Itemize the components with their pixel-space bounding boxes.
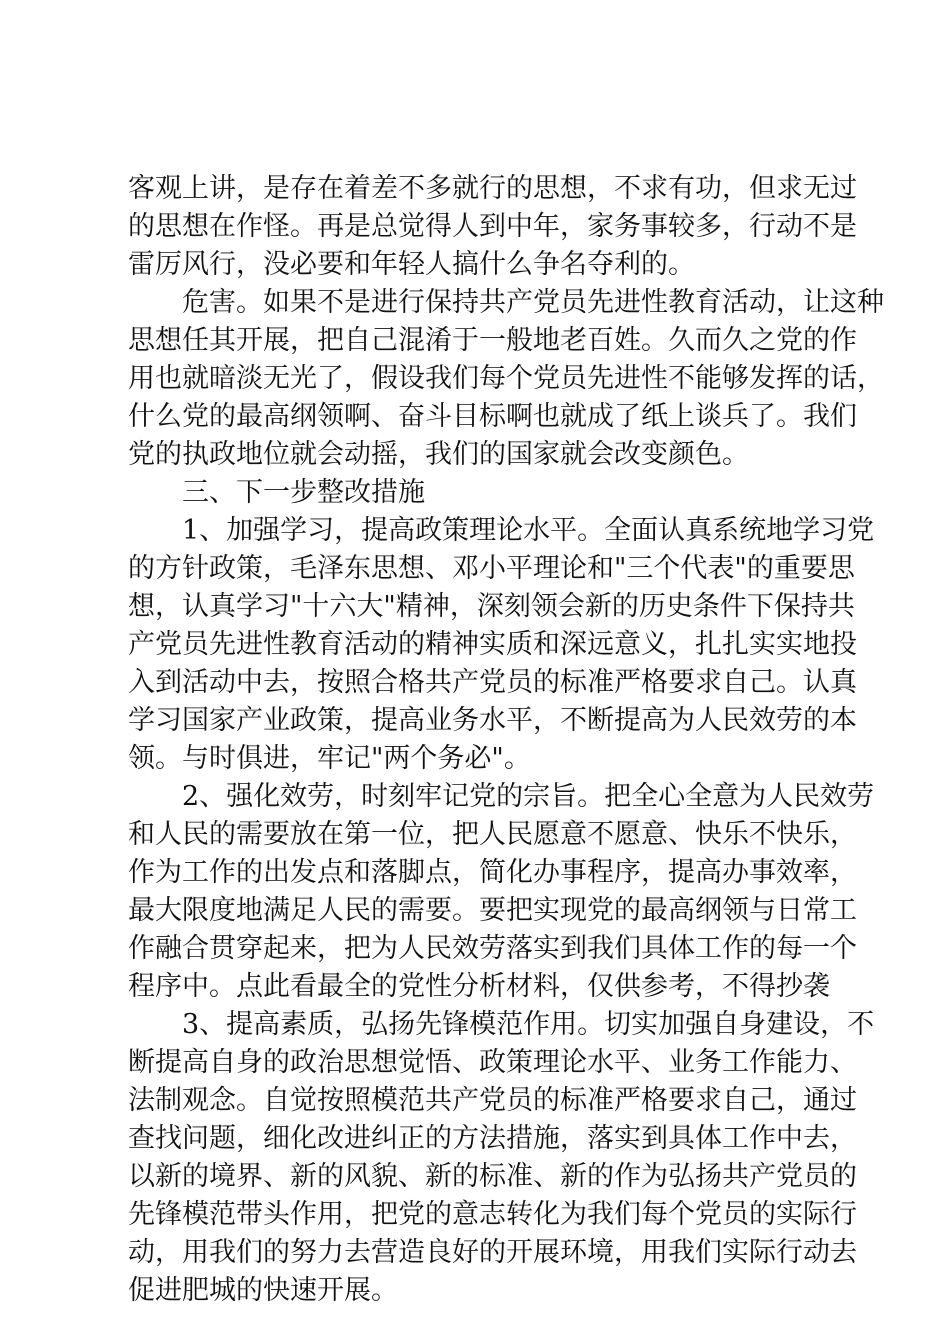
paragraph-start-line: 2、强化效劳，时刻牢记党的宗旨。把全心全意为人民效劳 (182, 781, 875, 812)
section-heading: 三、下一步整改措施 (182, 477, 425, 508)
text-line: 和人民的需要放在第一位，把人民愿意不愿意、快乐不快乐， (128, 819, 857, 850)
text-line: 以新的境界、新的风貌、新的标准、新的作为弘扬共产党员的 (128, 1161, 857, 1192)
text-line: 入到活动中去，按照合格共产党员的标准严格要求自己。认真 (128, 667, 857, 698)
text-line: 动，用我们的努力去营造良好的开展环境，用我们实际行动去 (128, 1237, 857, 1268)
text-line: 先锋模范带头作用，把党的意志转化为我们每个党员的实际行 (128, 1199, 857, 1230)
text-line: 断提高自身的政治思想觉悟、政策理论水平、业务工作能力、 (128, 1047, 857, 1078)
text-line: 查找问题，细化改进纠正的方法措施，落实到具体工作中去， (128, 1123, 857, 1154)
text-line: 的思想在作怪。再是总觉得人到中年，家务事较多，行动不是 (128, 211, 857, 242)
text-line: 用也就暗淡无光了，假设我们每个党员先进性不能够发挥的话， (128, 363, 884, 394)
text-line: 学习国家产业政策，提高业务水平，不断提高为人民效劳的本 (128, 705, 857, 736)
text-line: 领。与时俱进，牢记"两个务必"。 (128, 743, 531, 774)
paragraph-start-line: 3、提高素质，弘扬先锋模范作用。切实加强自身建设，不 (182, 1009, 875, 1040)
text-line: 产党员先进性教育活动的精神实质和深远意义，扎扎实实地投 (128, 629, 857, 660)
text-line: 的方针政策，毛泽东思想、邓小平理论和"三个代表"的重要思 (128, 553, 855, 584)
text-line: 党的执政地位就会动摇，我们的国家就会改变颜色。 (128, 439, 749, 470)
paragraph-start-line: 1、加强学习，提高政策理论水平。全面认真系统地学习党 (182, 515, 875, 546)
text-line: 什么党的最高纲领啊、奋斗目标啊也就成了纸上谈兵了。我们 (128, 401, 857, 432)
text-line: 客观上讲，是存在着差不多就行的思想，不求有功，但求无过 (128, 173, 857, 204)
text-line: 最大限度地满足人民的需要。要把实现党的最高纲领与日常工 (128, 895, 857, 926)
text-line: 作为工作的出发点和落脚点，简化办事程序，提高办事效率， (128, 857, 857, 888)
body-text (128, 170, 884, 1310)
text-line: 思想任其开展，把自己混淆于一般地老百姓。久而久之党的作 (128, 325, 857, 356)
paragraph-start-line: 危害。如果不是进行保持共产党员先进性教育活动，让这种 (182, 287, 884, 318)
text-line: 作融合贯穿起来，把为人民效劳落实到我们具体工作的每一个 (128, 933, 857, 964)
text-line: 促进肥城的快速开展。 (128, 1275, 398, 1306)
text-line: 程序中。点此看最全的党性分析材料，仅供参考，不得抄袭 (128, 971, 830, 1002)
text-line: 想，认真学习"十六大"精神，深刻领会新的历史条件下保持共 (128, 591, 855, 622)
text-line: 雷厉风行，没必要和年轻人搞什么争名夺利的。 (128, 249, 695, 280)
text-line: 法制观念。自觉按照模范共产党员的标准严格要求自己，通过 (128, 1085, 857, 1116)
